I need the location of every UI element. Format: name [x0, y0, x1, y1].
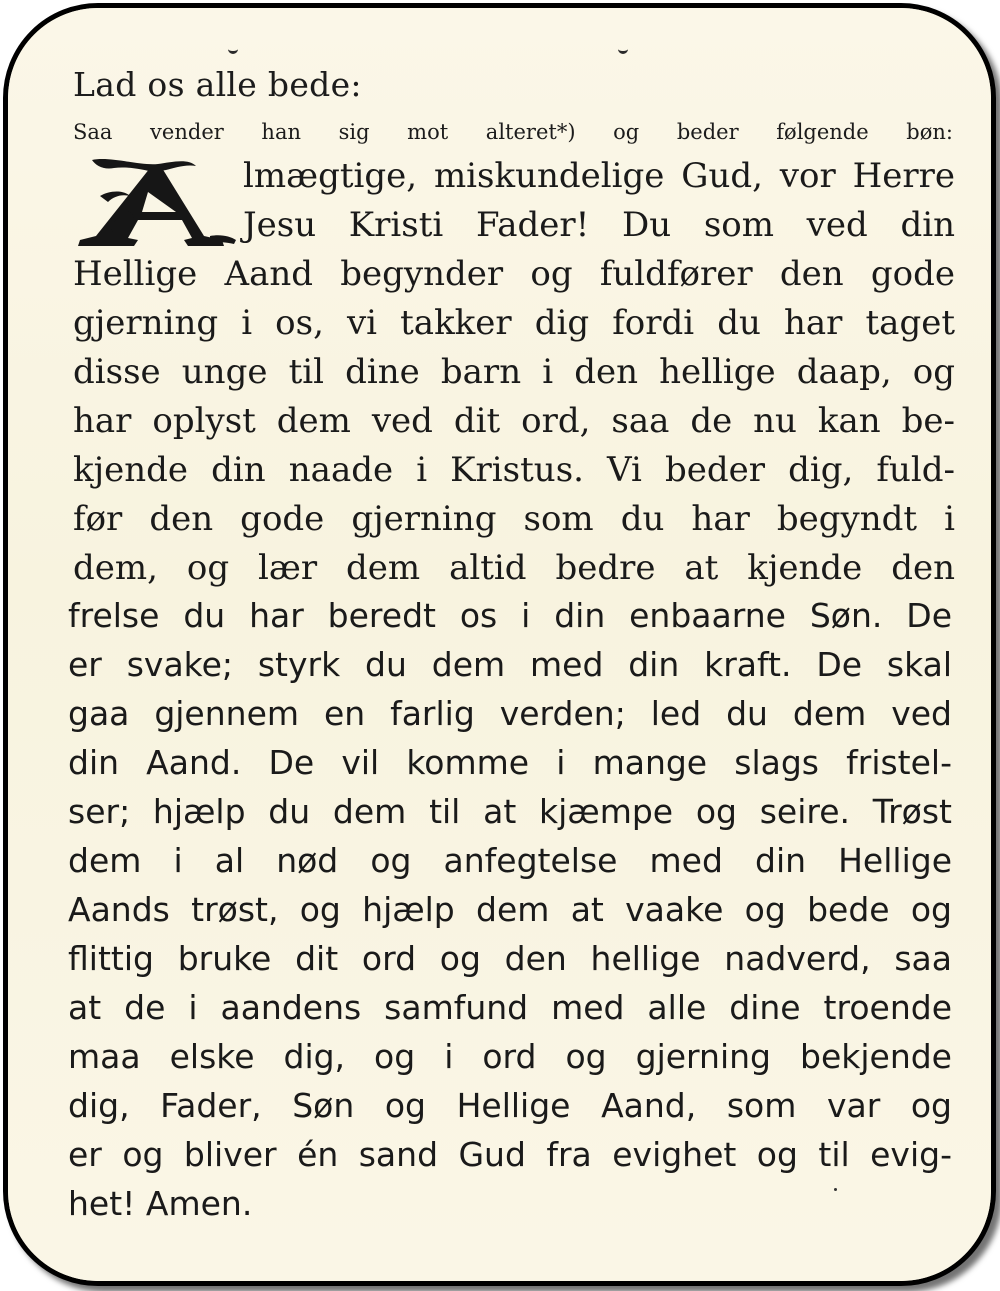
prayer-line-21: er og bliver én sand Gud fra evighet og til evig-	[68, 1135, 952, 1174]
prayer-line-12: gaa gjennem en farlig verden; led du dem ved	[68, 694, 952, 733]
prayer-line-8: før den gode gjerning som du har begyndt i	[73, 499, 955, 539]
prayer-line-13: din Aand. De vil komme i mange slags fristel-	[68, 743, 952, 782]
print-speck	[834, 1188, 837, 1191]
prayer-line-6: har oplyst dem ved dit ord, saa de nu kan be-	[73, 401, 955, 441]
cutoff-text-fragment	[128, 45, 688, 59]
prayer-line-20: dig, Fader, Søn og Hellige Aand, som var og	[68, 1086, 952, 1125]
prayer-line-19: maa elske dig, og i ord og gjerning bekjende	[68, 1037, 952, 1076]
prayer-line-2: Jesu Kristi Fader! Du som ved din	[243, 205, 955, 245]
prayer-line-11: er svake; styrk du dem med din kraft. De skal	[68, 645, 952, 684]
prayer-line-10: frelse du har beredt os i din enbaarne Søn. De	[68, 596, 952, 635]
prayer-line-4: gjerning i os, vi takker dig fordi du har taget	[73, 303, 955, 343]
rubric-instruction: Saa vender han sig mot alteret*) og beder følgende bøn:	[73, 120, 953, 144]
prayer-line-7: kjende din naade i Kristus. Vi beder dig, fuld-	[73, 450, 955, 490]
prayer-line-9: dem, og lær dem altid bedre at kjende den	[73, 548, 955, 588]
heading: Lad os alle bede:	[73, 65, 362, 104]
prayer-line-1: lmægtige, miskundelige Gud, vor Herre	[243, 156, 955, 196]
prayer-line-16: Aands trøst, og hjælp dem at vaake og bede og	[68, 890, 952, 929]
prayer-line-17: flittig bruke dit ord og den hellige nadverd, saa	[68, 939, 952, 978]
prayer-line-14: ser; hjælp du dem til at kjæmpe og seire. Trøst	[68, 792, 952, 831]
prayer-line-5: disse unge til dine barn i den hellige daap, og	[73, 352, 955, 392]
page-frame	[3, 3, 996, 1286]
prayer-line-15: dem i al nød og anfegtelse med din Hellige	[68, 841, 952, 880]
dropcap-ornament	[70, 156, 238, 248]
prayer-line-18: at de i aandens samfund med alle dine troende	[68, 988, 952, 1027]
prayer-line-22: het! Amen.	[68, 1184, 253, 1223]
prayer-line-3: Hellige Aand begynder og fuldfører den gode	[73, 254, 955, 294]
scanned-page	[8, 8, 991, 1281]
